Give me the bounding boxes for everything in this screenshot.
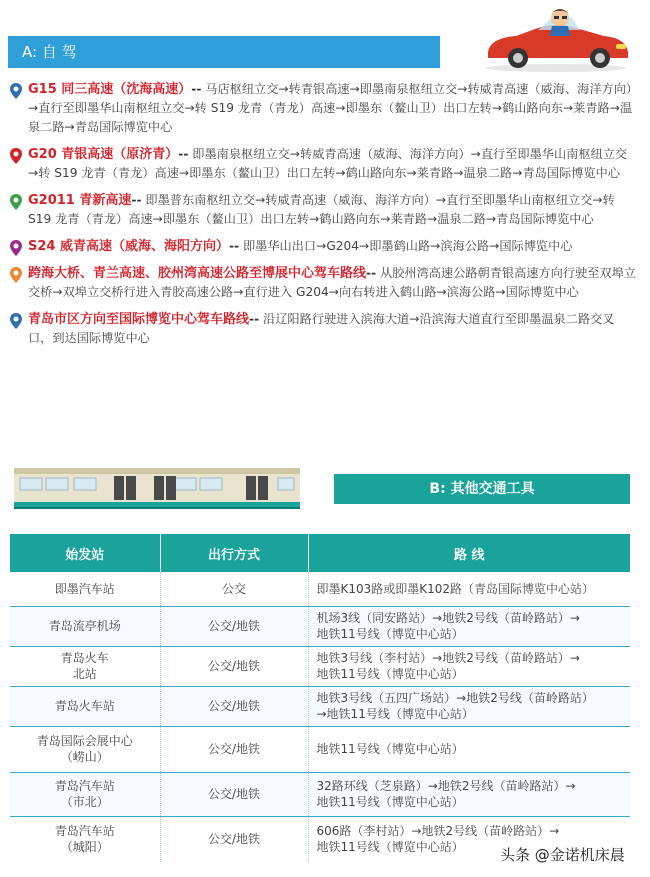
origin-line: 青岛汽车站	[54, 779, 115, 793]
header-mode: 出行方式	[160, 534, 308, 572]
route-line: 机场3线（同安路站）→地铁2号线（苗岭路站）→	[316, 611, 580, 625]
origin-line: 青岛汽车站	[54, 824, 115, 839]
route-description: 即墨普东南枢纽立交→转威青高速（威海、海洋方向）→直行至即墨华山南枢纽立交→转 S19 龙青（青龙）高速→即墨东（鳌山卫）出口左转→鹤山路向东→莱青路→温泉二路→青岛国际博览中心	[28, 193, 615, 226]
cell-origin	[10, 726, 160, 772]
cell-origin	[10, 686, 160, 726]
route-line: 地铁11号线（博览中心站）	[316, 742, 464, 756]
transport-table	[10, 534, 630, 862]
route-title: 青岛市区方向至国际博览中心驾车路线	[28, 312, 250, 327]
origin-line: （城阳）	[60, 840, 109, 855]
cell-route	[308, 726, 630, 772]
cell-route	[308, 572, 630, 606]
table-row	[10, 772, 630, 816]
route-line: 地铁11号线（博览中心站）	[316, 840, 464, 855]
table-header-row	[10, 534, 630, 572]
table-row	[10, 646, 630, 686]
cell-route	[308, 686, 630, 726]
route-item	[8, 310, 636, 348]
table-row	[10, 726, 630, 772]
route-item	[8, 191, 636, 229]
origin-line: （崂山）	[60, 750, 109, 764]
route-title: G2011 青新高速	[28, 193, 132, 208]
header-origin: 始发站	[10, 534, 160, 572]
cell-origin	[10, 772, 160, 816]
route-separator: --	[249, 312, 260, 326]
cell-mode: 公交	[160, 572, 308, 606]
route-line: 地铁11号线（博览中心站）	[316, 795, 464, 809]
route-description: 即墨华山出口→G204→即墨鹤山路→滨海公路→国际博览中心	[242, 239, 573, 253]
origin-line: 青岛火车	[60, 651, 109, 665]
driving-routes-list	[8, 80, 636, 356]
cell-mode: 公交/地铁	[160, 646, 308, 686]
route-item	[8, 237, 636, 256]
table-row	[10, 686, 630, 726]
route-line: 32路环线（芝泉路）→地铁2号线（苗岭路站）→	[316, 779, 576, 793]
cell-route	[308, 606, 630, 646]
route-separator: --	[366, 266, 377, 280]
section-b-header	[334, 474, 630, 504]
cell-origin	[10, 646, 160, 686]
route-line: 地铁11号线（博览中心站）	[316, 667, 464, 681]
cell-route	[308, 772, 630, 816]
cell-origin	[10, 606, 160, 646]
route-title: 跨海大桥、青兰高速、胶州湾高速公路至博展中心驾车路线	[28, 266, 367, 281]
origin-line: 即墨汽车站	[54, 581, 115, 596]
train-illustration	[14, 464, 300, 510]
route-line: 即墨K103路或即墨K102路（青岛国际博览中心站）	[316, 581, 595, 596]
location-pin-icon	[9, 147, 23, 165]
location-pin-icon	[9, 239, 23, 257]
location-pin-icon	[9, 193, 23, 211]
section-a-title: A: 自 驾	[22, 43, 77, 61]
origin-line: 青岛流亭机场	[48, 619, 121, 633]
header-route: 路 线	[308, 534, 630, 572]
route-item	[8, 264, 636, 302]
route-line: 地铁11号线（博览中心站）	[316, 627, 464, 641]
route-title: G20 青银高速（原济青）	[28, 147, 179, 162]
route-separator: --	[191, 82, 202, 96]
route-title: S24 威青高速（威海、海阳方向）	[28, 239, 229, 254]
section-a-header	[8, 36, 440, 68]
origin-line: 青岛国际会展中心	[36, 734, 133, 748]
route-separator: --	[131, 193, 142, 207]
location-pin-icon	[9, 266, 23, 284]
location-pin-icon	[9, 82, 23, 100]
route-separator: --	[228, 239, 240, 253]
cell-mode: 公交/地铁	[160, 816, 308, 862]
route-line: 606路（李村站）→地铁2号线（苗岭路站）→	[316, 824, 560, 839]
route-description: 马店枢纽立交→转青银高速→即墨南泉枢纽立交→转威青高速（威海、海洋方向）→直行至即墨华山南枢纽立交→转 S19 龙青（青龙）高速→即墨东（鳌山卫）出口左转→鹤山路向东→莱青路→温泉二路→青岛国际博览中心	[28, 82, 633, 134]
route-description: 即墨南泉枢纽立交→转威青高速（威海、海洋方向）→直行至即墨华山南枢纽立交→转 S19 龙青（青龙）高速→即墨东（鳌山卫）出口左转→鹤山路向东→莱青路→温泉二路→青岛国际博览中心	[28, 147, 628, 180]
origin-line: （市北）	[60, 795, 109, 809]
cell-mode: 公交/地铁	[160, 772, 308, 816]
route-title: G15 同三高速（沈海高速）	[28, 82, 192, 97]
cell-origin	[10, 816, 160, 862]
cell-mode: 公交/地铁	[160, 606, 308, 646]
cell-origin	[10, 572, 160, 606]
route-line: 地铁3号线（李村站）→地铁2号线（苗岭路站）→	[316, 651, 580, 665]
route-item	[8, 80, 636, 137]
route-item	[8, 145, 636, 183]
cell-mode: 公交/地铁	[160, 686, 308, 726]
route-line: →地铁11号线（博览中心站）	[316, 707, 474, 721]
location-pin-icon	[9, 312, 23, 330]
route-separator: --	[178, 147, 189, 161]
cell-mode: 公交/地铁	[160, 726, 308, 772]
route-description: 从胶州湾高速公路朝青银高速方向行驶至双埠立交桥→双埠立交桥行进入青胶高速公路→直行进入 G204→向右转进入鹤山路→滨海公路→国际博览中心	[28, 266, 636, 299]
origin-line: 北站	[72, 667, 97, 681]
route-description: 沿辽阳路行驶进入滨海大道→沿滨海大道直行至即墨温泉二路交叉口，到达国际博览中心	[28, 312, 615, 345]
table-row	[10, 606, 630, 646]
table-row	[10, 572, 630, 606]
origin-line: 青岛火车站	[54, 699, 115, 713]
section-b-title: B: 其他交通工具	[429, 481, 535, 497]
cell-route	[308, 646, 630, 686]
car-driver-illustration	[476, 4, 636, 74]
route-line: 地铁3号线（五四广场站）→地铁2号线（苗岭路站）	[316, 691, 594, 705]
watermark: 头条 @金诺机床晨	[500, 846, 625, 864]
